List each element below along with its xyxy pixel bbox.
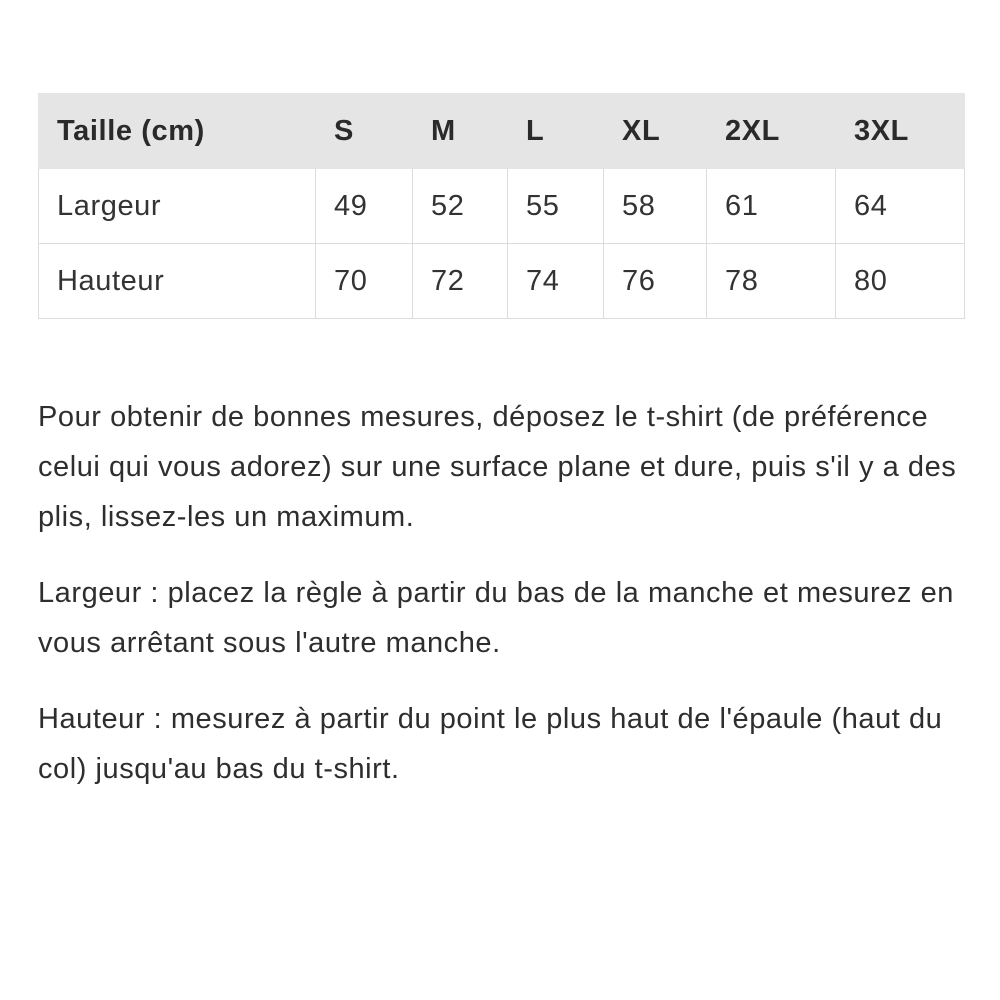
- header-size-m: M: [413, 94, 508, 169]
- measurement-instructions: [38, 392, 978, 820]
- table-cell: 52: [413, 169, 508, 244]
- header-size-xl: XL: [604, 94, 707, 169]
- row-label-largeur: Largeur: [39, 169, 316, 244]
- table-cell: 78: [707, 244, 836, 319]
- instructions-intro-paragraph: Pour obtenir de bonnes mesures, déposez le t-shirt (de préférence celui qui vous adorez) sur une surface plane et dure, puis s'il y a des plis, lissez-les un maximum.: [38, 401, 957, 533]
- table-row-largeur: [39, 169, 965, 244]
- header-size-3xl: 3XL: [836, 94, 965, 169]
- instructions-width-paragraph: Largeur : placez la règle à partir du bas de la manche et mesurez en vous arrêtant sous l'autre manche.: [38, 577, 954, 659]
- table-cell: 61: [707, 169, 836, 244]
- header-size-2xl: 2XL: [707, 94, 836, 169]
- table-row-hauteur: [39, 244, 965, 319]
- table-cell: 70: [316, 244, 413, 319]
- row-label-hauteur: Hauteur: [39, 244, 316, 319]
- size-chart-table: [38, 93, 965, 319]
- table-cell: 76: [604, 244, 707, 319]
- table-cell: 74: [508, 244, 604, 319]
- table-cell: 72: [413, 244, 508, 319]
- table-cell: 49: [316, 169, 413, 244]
- instructions-height-paragraph: Hauteur : mesurez à partir du point le plus haut de l'épaule (haut du col) jusqu'au bas du t-shirt.: [38, 703, 943, 785]
- header-size-label: Taille (cm): [39, 94, 316, 169]
- header-size-l: L: [508, 94, 604, 169]
- table-cell: 55: [508, 169, 604, 244]
- table-header-row: [39, 94, 965, 169]
- table-cell: 64: [836, 169, 965, 244]
- header-size-s: S: [316, 94, 413, 169]
- table-cell: 80: [836, 244, 965, 319]
- table-cell: 58: [604, 169, 707, 244]
